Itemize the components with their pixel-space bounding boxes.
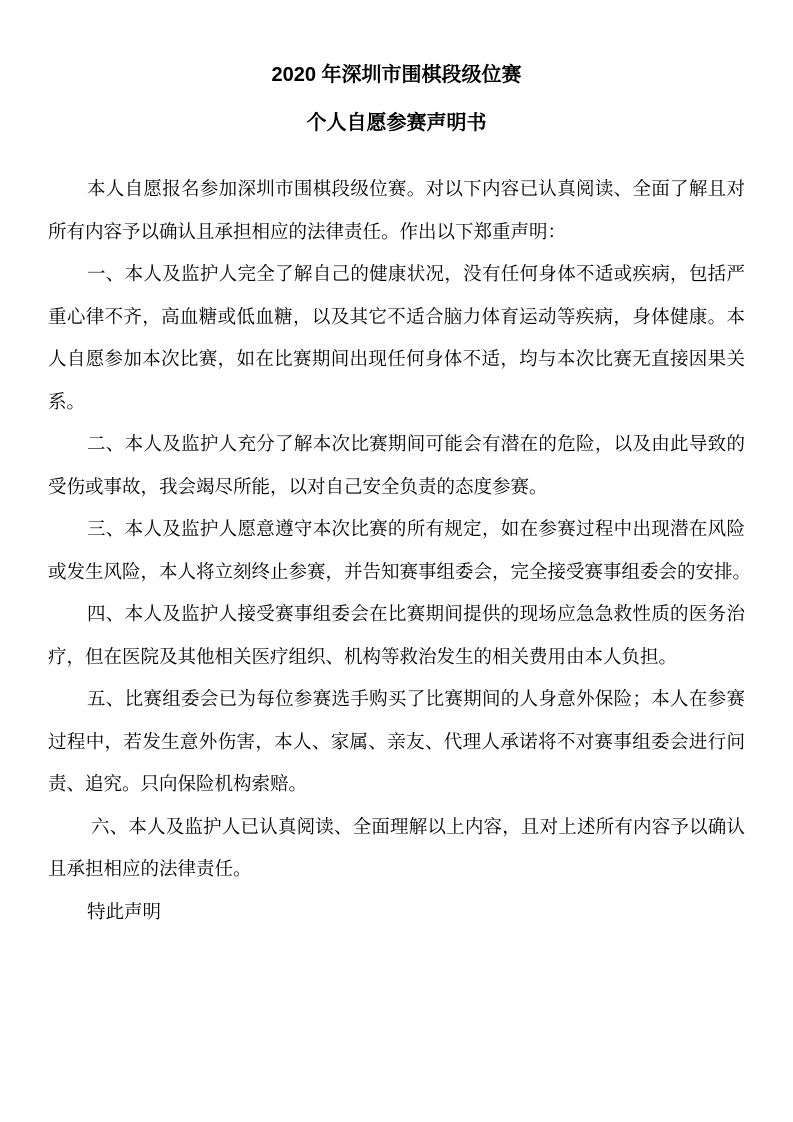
paragraph-line: 本人自愿报名参加深圳市围棋段级位赛。对以下内容已认真阅读、全面了解且对 [87, 180, 745, 200]
paragraph-line: 二、本人及监护人充分了解本次比赛期间可能会有潜在的危险，以及由此导致的 [87, 435, 745, 455]
paragraph-line: 过程中，若发生意外伤害，本人、家属、亲友、代理人承诺将不对赛事组委会进行问 [48, 732, 745, 753]
paragraph-line: 人自愿参加本次比赛，如在比赛期间出现任何身体不适，均与本次比赛无直接因果关 [48, 350, 745, 370]
paragraph [48, 679, 745, 807]
paragraph-line: 特此声明 [87, 902, 162, 923]
document-subtitle: 个人自愿参赛声明书 [306, 112, 487, 134]
paragraph-line: 受伤或事故，我会竭尽所能，以对自己安全负责的态度参赛。 [48, 477, 548, 498]
paragraph-line: 六、本人及监护人已认真阅读、全面理解以上内容，且对上述所有内容予以确认 [91, 817, 745, 838]
paragraph-line: 一、本人及监护人完全了解自己的健康状况，没有任何身体不适或疾病，包括严 [87, 265, 745, 285]
document-body [48, 169, 752, 934]
paragraph [48, 424, 745, 509]
paragraph-line: 四、本人及监护人接受赛事组委会在比赛期间提供的现场应急急救性质的医务治 [87, 605, 745, 625]
paragraph-line: 三、本人及监护人愿意遵守本次比赛的所有规定，如在参赛过程中出现潜在风险 [87, 520, 745, 540]
paragraph [48, 807, 745, 892]
paragraph-line: 疗，但在医院及其他相关医疗组织、机构等救治发生的相关费用由本人负担。 [48, 647, 678, 668]
paragraph [48, 254, 745, 424]
paragraph-line: 系。 [48, 392, 86, 413]
paragraph-line: 或发生风险，本人将立刻终止参赛，并告知赛事组委会，完全接受赛事组委会的安排。 [48, 562, 752, 583]
paragraph-line: 且承担相应的法律责任。 [48, 860, 252, 880]
document-title: 2020 年深圳市围棋段级位赛 [271, 64, 522, 86]
paragraph [48, 594, 745, 679]
paragraph-line: 五、比赛组委会已为每位参赛选手购买了比赛期间的人身意外保险；本人在参赛 [87, 690, 745, 710]
paragraph [48, 169, 745, 254]
paragraph-line: 所有内容予以确认且承担相应的法律责任。作出以下郑重声明： [48, 222, 567, 243]
paragraph [48, 892, 745, 935]
paragraph-line: 责、追究。只向保险机构索赔。 [48, 775, 308, 795]
paragraph [48, 509, 752, 594]
paragraph-line: 重心律不齐，高血糖或低血糖，以及其它不适合脑力体育运动等疾病，身体健康。本 [48, 307, 745, 328]
